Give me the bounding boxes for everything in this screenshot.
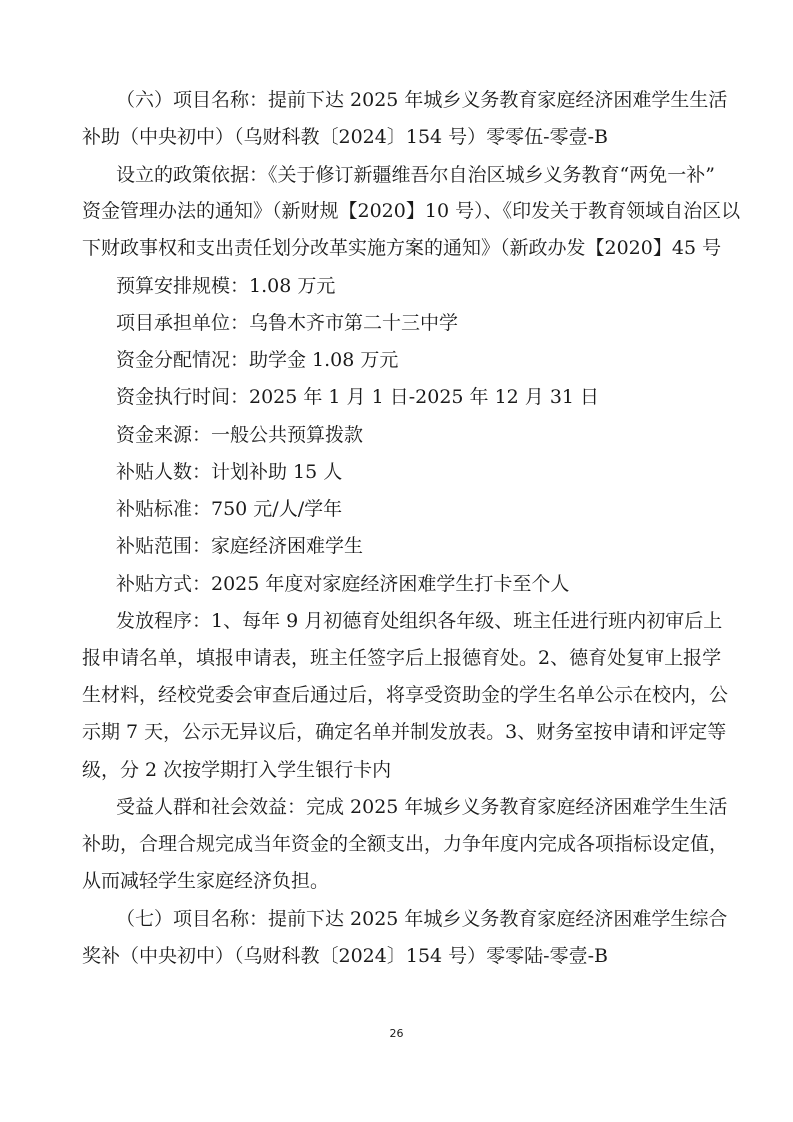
- fund-allocation: 资金分配情况：助学金 1.08 万元: [116, 349, 399, 371]
- section6-title-line1: （六）项目名称：提前下达 2025 年城乡义务教育家庭经济困难学生生活: [116, 89, 728, 111]
- fund-source: 资金来源：一般公共预算拨款: [116, 424, 364, 446]
- page-number: 26: [389, 1027, 404, 1040]
- section7-title-line1: （七）项目名称：提前下达 2025 年城乡义务教育家庭经济困难学生综合: [116, 908, 728, 930]
- policy-basis-line1: 设立的政策依据：《关于修订新疆维吾尔自治区城乡义务教育“两免一补”: [116, 164, 715, 186]
- subsidy-method: 补贴方式：2025 年度对家庭经济困难学生打卡至个人: [116, 573, 570, 595]
- procedure-line5: 级，分 2 次按学期打入学生银行卡内: [82, 759, 392, 781]
- benefit-line3: 从而减轻学生家庭经济负担。: [82, 870, 330, 892]
- procedure-line1: 发放程序：1、每年 9 月初德育处组织各年级、班主任进行班内初审后上: [116, 610, 723, 632]
- procedure-line3: 生材料，经校党委会审查后通过后，将享受资助金的学生名单公示在校内，公: [82, 684, 729, 706]
- section6-title-line2: 补助（中央初中）（乌财科教〔2024〕154 号）零零伍-零壹-B: [82, 126, 608, 148]
- policy-basis-line2: 资金管理办法的通知》（新财规【2020】10 号）、《印发关于教育领域自治区以: [82, 200, 741, 222]
- undertaking-unit: 项目承担单位：乌鲁木齐市第二十三中学: [116, 312, 459, 334]
- subsidy-standard: 补贴标准：750 元/人/学年: [116, 498, 343, 520]
- procedure-line4: 示期 7 天，公示无异议后，确定名单并制发放表。3、财务室按申请和评定等: [82, 721, 727, 743]
- budget-scale: 预算安排规模：1.08 万元: [116, 275, 336, 297]
- subsidy-scope: 补贴范围：家庭经济困难学生: [116, 535, 364, 557]
- subsidy-persons: 补贴人数：计划补助 15 人: [116, 461, 343, 483]
- execution-period: 资金执行时间：2025 年 1 月 1 日-2025 年 12 月 31 日: [116, 386, 600, 408]
- section7-title-line2: 奖补（中央初中）（乌财科教〔2024〕154 号）零零陆-零壹-B: [82, 945, 608, 967]
- procedure-line2: 报申请名单，填报申请表，班主任签字后上报德育处。2、德育处复审上报学: [82, 647, 722, 669]
- policy-basis-line3: 下财政事权和支出责任划分改革实施方案的通知》（新政办发【2020】45 号: [82, 237, 722, 259]
- benefit-line1: 受益人群和社会效益：完成 2025 年城乡义务教育家庭经济困难学生生活: [116, 796, 728, 818]
- benefit-line2: 补助，合理合规完成当年资金的全额支出，力争年度内完成各项指标设定值，: [82, 833, 729, 855]
